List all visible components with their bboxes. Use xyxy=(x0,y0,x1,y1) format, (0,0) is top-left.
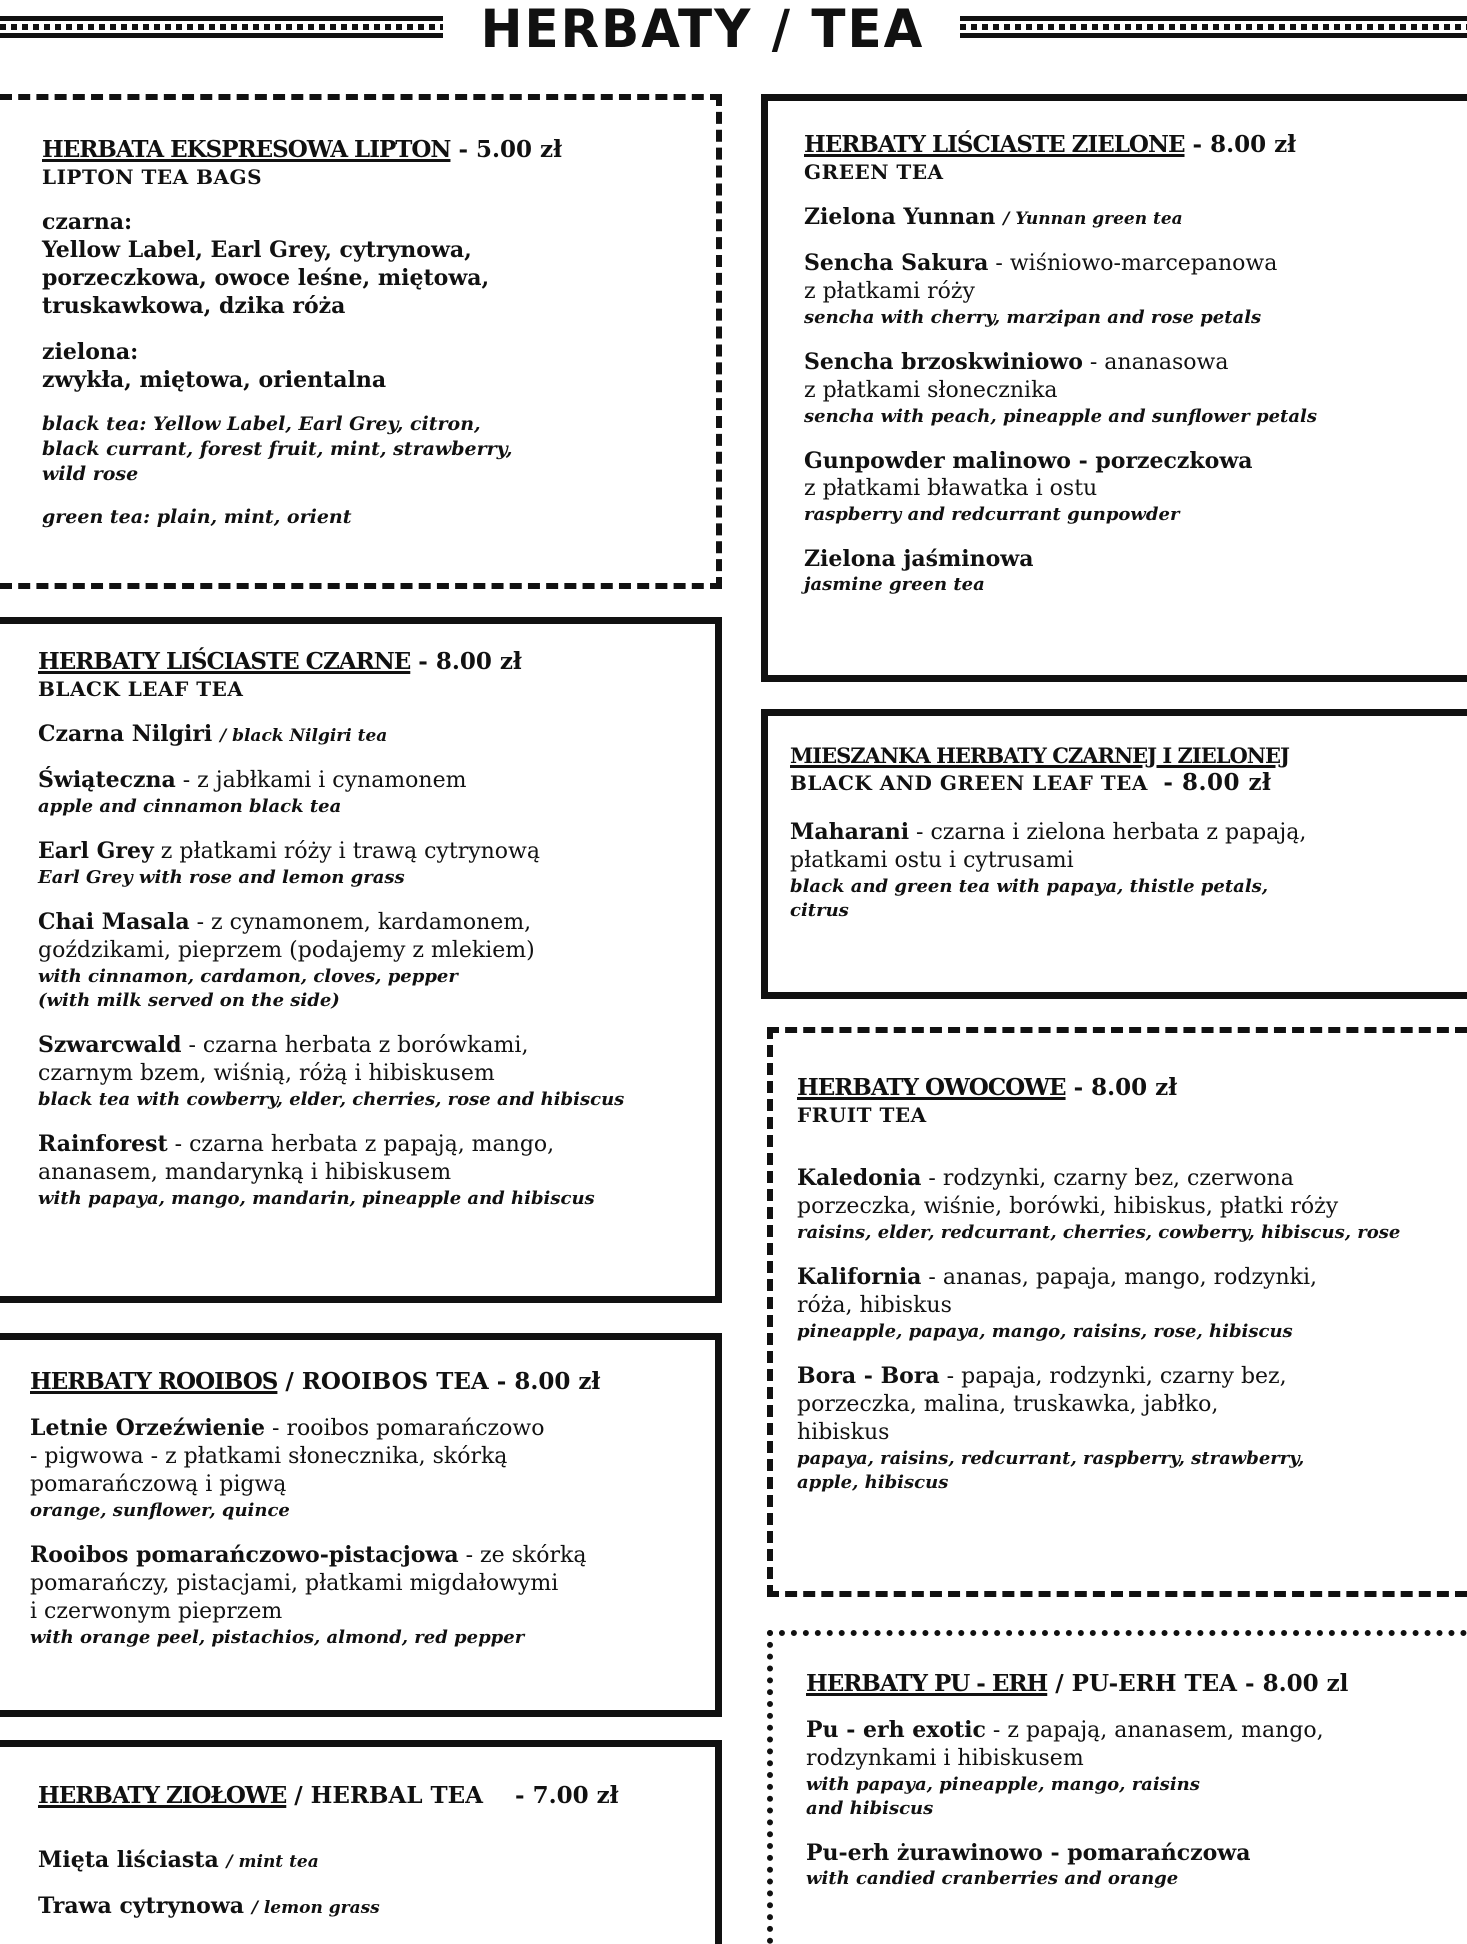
tea-name: Zielona Yunnan xyxy=(804,204,996,230)
tea-desc: z płatkami róży i trawą cytrynową xyxy=(153,839,540,864)
section-price: - 5.00 zł xyxy=(458,136,562,163)
tea-english: with orange peel, pistachios, almond, red pepper xyxy=(30,1627,525,1648)
section-name: HERBATA EKSPRESOWA LIPTON xyxy=(42,136,451,163)
black-leaf-content xyxy=(38,648,714,1211)
tea-item xyxy=(804,348,1459,429)
section-subtitle: GREEN TEA xyxy=(804,160,944,184)
section-title xyxy=(797,1074,1459,1102)
tea-english: and hibiscus xyxy=(806,1798,934,1819)
green-line: zwykła, miętowa, orientalna xyxy=(42,367,387,393)
green-label: zielona: xyxy=(42,339,139,365)
tea-desc-line: pomarańczową i pigwą xyxy=(30,1472,287,1497)
section-subtitle: / HERBAL TEA xyxy=(286,1782,484,1809)
tea-item xyxy=(804,203,1459,231)
section-price: - 8.00 zł xyxy=(1192,131,1297,158)
tea-english: / Yunnan green tea xyxy=(1003,209,1183,229)
tea-desc-line: ananasem, mandarynką i hibiskusem xyxy=(38,1160,452,1185)
tea-name: Świąteczna xyxy=(38,767,176,793)
tea-name: Earl Grey xyxy=(38,838,154,864)
section-name: HERBATY LIŚCIASTE ZIELONE xyxy=(804,131,1185,158)
tea-item xyxy=(797,1164,1459,1245)
tea-desc: - z jabłkami i cynamonem xyxy=(175,768,467,793)
tea-name: Sencha brzoskwiniowo xyxy=(804,349,1083,375)
tea-list xyxy=(30,1414,714,1650)
tea-name: Pu - erh exotic xyxy=(806,1717,986,1743)
tea-english: / lemon grass xyxy=(251,1898,380,1918)
tea-item xyxy=(38,720,714,748)
en-green-line: green tea: plain, mint, orient xyxy=(42,506,352,528)
tea-item xyxy=(797,1263,1459,1344)
black-label: czarna: xyxy=(42,209,133,235)
tea-english: sencha with cherry, marzipan and rose petals xyxy=(804,307,1262,328)
black-line: truskawkowa, dzika róża xyxy=(42,293,346,319)
tea-desc-line: i czerwonym pieprzem xyxy=(30,1599,283,1624)
tea-desc-line: porzeczka, wiśnie, borówki, hibiskus, płatki róży xyxy=(797,1194,1339,1219)
tea-name: Szwarcwald xyxy=(38,1032,182,1058)
en-black-line: wild rose xyxy=(42,463,139,485)
section-title xyxy=(804,131,1459,159)
puerh-content xyxy=(806,1670,1459,1891)
tea-english: / black Nilgiri tea xyxy=(219,726,388,746)
tea-desc: - rodzynki, czarny bez, czerwona xyxy=(921,1166,1294,1191)
tea-name: Maharani xyxy=(790,819,910,845)
tea-item xyxy=(38,766,714,819)
section-title xyxy=(38,648,714,676)
tea-item xyxy=(804,545,1459,597)
tea-desc-line: róża, hibiskus xyxy=(797,1293,952,1318)
black-line: Yellow Label, Earl Grey, cytrynowa, xyxy=(42,237,472,263)
tea-english: black and green tea with papaya, thistle petals, xyxy=(790,876,1269,897)
tea-list xyxy=(797,1164,1459,1495)
section-name: HERBATY OWOCOWE xyxy=(797,1074,1066,1101)
section-name: MIESZANKA HERBATY CZARNEJ I ZIELONEJ xyxy=(790,743,1289,768)
tea-name: Mięta liściasta xyxy=(38,1847,219,1873)
tea-english: with papaya, pineapple, mango, raisins xyxy=(806,1774,1200,1795)
mix-content xyxy=(790,742,1460,923)
section-title xyxy=(38,1782,714,1810)
section-title xyxy=(806,1670,1459,1698)
tea-item xyxy=(804,447,1459,527)
tea-item xyxy=(804,249,1459,330)
tea-english: orange, sunflower, quince xyxy=(30,1500,290,1521)
tea-english: Earl Grey with rose and lemon grass xyxy=(38,867,405,888)
tea-desc: - wiśniowo-marcepanowa xyxy=(988,251,1278,276)
tea-desc-line: rodzynkami i hibiskusem xyxy=(806,1746,1084,1771)
tea-name: Pu-erh żurawinowo - pomarańczowa xyxy=(806,1840,1251,1866)
tea-name: Rooibos pomarańczowo-pistacjowa xyxy=(30,1542,459,1568)
tea-desc: - papaja, rodzynki, czarny bez, xyxy=(939,1364,1287,1389)
tea-name: Sencha Sakura xyxy=(804,250,989,276)
tea-name: Kalifornia xyxy=(797,1264,922,1290)
tea-english: raspberry and redcurrant gunpowder xyxy=(804,504,1180,525)
mix-subtitle: BLACK AND GREEN LEAF TEA xyxy=(790,771,1148,795)
tea-item xyxy=(30,1414,714,1523)
section-name: HERBATY ROOIBOS xyxy=(30,1368,278,1395)
tea-desc-line: z płatkami słonecznika xyxy=(804,378,1058,403)
black-line: porzeczkowa, owoce leśne, miętowa, xyxy=(42,265,490,291)
tea-item xyxy=(806,1716,1459,1821)
tea-name: Bora - Bora xyxy=(797,1363,940,1389)
tea-english: with candied cranberries and orange xyxy=(806,1868,1179,1889)
tea-item xyxy=(797,1362,1459,1495)
section-subtitle xyxy=(790,770,1460,796)
en-black-line: black currant, forest fruit, mint, strawberry, xyxy=(42,438,513,460)
tea-desc: - czarna herbata z borówkami, xyxy=(181,1033,529,1058)
tea-english: papaya, raisins, redcurrant, raspberry, strawberry, xyxy=(797,1448,1305,1469)
section-subtitle: FRUIT TEA xyxy=(797,1103,927,1127)
section-name: HERBATY PU - ERH xyxy=(806,1670,1048,1697)
section-title xyxy=(42,136,712,164)
tea-desc-line: - pigwowa - z płatkami słonecznika, skórką xyxy=(30,1444,508,1469)
tea-item xyxy=(38,1130,714,1211)
tea-name: Rainforest xyxy=(38,1131,168,1157)
section-price: - 8.00 zł xyxy=(1163,769,1272,796)
tea-desc: - ananasowa xyxy=(1082,350,1229,375)
tea-desc: - ze skórką xyxy=(458,1543,587,1568)
tea-english: raisins, elder, redcurrant, cherries, cowberry, hibiscus, rose xyxy=(797,1222,1401,1243)
tea-desc-line: pomarańczy, pistacjami, płatkami migdałowymi xyxy=(30,1571,559,1596)
tea-english: with papaya, mango, mandarin, pineapple and hibiscus xyxy=(38,1188,595,1209)
menu-header xyxy=(0,0,1467,60)
tea-item xyxy=(806,1839,1459,1891)
tea-list xyxy=(804,203,1459,597)
tea-item xyxy=(30,1541,714,1650)
tea-english: pineapple, papaya, mango, raisins, rose, hibiscus xyxy=(797,1321,1293,1342)
rooibos-content xyxy=(30,1368,714,1650)
herbal-content xyxy=(38,1782,714,1920)
tea-desc: - ananas, papaja, mango, rodzynki, xyxy=(921,1265,1317,1290)
tea-name: Chai Masala xyxy=(38,909,190,935)
tea-name: Trawa cytrynowa xyxy=(38,1893,245,1919)
tea-name: Czarna Nilgiri xyxy=(38,721,213,747)
tea-desc: - rooibos pomarańczowo xyxy=(265,1416,545,1441)
tea-desc: - czarna herbata z papają, mango, xyxy=(167,1132,555,1157)
tea-item xyxy=(790,818,1460,923)
tea-desc: - z cynamonem, kardamonem, xyxy=(189,910,532,935)
tea-name: Kaledonia xyxy=(797,1165,922,1191)
section-name: HERBATY LIŚCIASTE CZARNE xyxy=(38,648,411,675)
tea-english: apple, hibiscus xyxy=(797,1472,949,1493)
en-black-line: black tea: Yellow Label, Earl Grey, citron, xyxy=(42,413,481,435)
header-ornament-right xyxy=(960,16,1467,38)
tea-desc-line: płatkami ostu i cytrusami xyxy=(790,848,1074,873)
tea-item xyxy=(38,908,714,1013)
tea-desc-line: z płatkami róży xyxy=(804,279,975,304)
tea-name: Zielona jaśminowa xyxy=(804,546,1034,572)
tea-english: with cinnamon, cardamon, cloves, pepper xyxy=(38,966,458,987)
lipton-content xyxy=(42,136,712,530)
tea-list xyxy=(806,1716,1459,1891)
tea-desc-line: czarnym bzem, wiśnią, różą i hibiskusem xyxy=(38,1061,495,1086)
page-title: HERBATY / TEA xyxy=(480,0,925,60)
header-ornament-left xyxy=(0,16,443,38)
section-title xyxy=(790,742,1460,770)
section-price: / PU-ERH TEA - 8.00 zl xyxy=(1047,1670,1349,1697)
section-price: - 8.00 zł xyxy=(1073,1074,1178,1101)
section-price: / ROOIBOS TEA - 8.00 zł xyxy=(277,1368,601,1395)
tea-desc: - czarna i zielona herbata z papają, xyxy=(909,820,1307,845)
tea-desc-line: porzeczka, malina, truskawka, jabłko, xyxy=(797,1392,1219,1417)
section-price: - 8.00 zł xyxy=(418,648,522,675)
tea-english: / mint tea xyxy=(226,1852,319,1872)
tea-item xyxy=(38,1846,714,1874)
section-price: - 7.00 zł xyxy=(515,1782,619,1809)
section-subtitle: LIPTON TEA BAGS xyxy=(42,165,263,189)
tea-list xyxy=(38,720,714,1211)
section-name: HERBATY ZIOŁOWE xyxy=(38,1782,287,1809)
tea-english: sencha with peach, pineapple and sunflower petals xyxy=(804,406,1317,427)
tea-name: Letnie Orzeźwienie xyxy=(30,1415,266,1441)
tea-english: jasmine green tea xyxy=(804,574,985,595)
section-subtitle: BLACK LEAF TEA xyxy=(38,677,244,701)
tea-item xyxy=(38,1031,714,1112)
tea-item xyxy=(38,1892,714,1920)
tea-english: citrus xyxy=(790,900,849,921)
tea-desc-line: hibiskus xyxy=(797,1420,890,1445)
tea-desc-line: z płatkami bławatka i ostu xyxy=(804,476,1098,501)
fruit-content xyxy=(797,1074,1459,1495)
section-title xyxy=(30,1368,714,1396)
tea-item xyxy=(38,837,714,890)
tea-english: black tea with cowberry, elder, cherries, rose and hibiscus xyxy=(38,1089,625,1110)
tea-english: apple and cinnamon black tea xyxy=(38,796,342,817)
tea-english: (with milk served on the side) xyxy=(38,990,340,1011)
green-leaf-content xyxy=(804,131,1459,597)
tea-desc: - z papają, ananasem, mango, xyxy=(985,1718,1324,1743)
tea-name: Gunpowder malinowo - porzeczkowa xyxy=(804,448,1253,474)
tea-desc-line: goździkami, pieprzem (podajemy z mlekiem) xyxy=(38,938,535,963)
